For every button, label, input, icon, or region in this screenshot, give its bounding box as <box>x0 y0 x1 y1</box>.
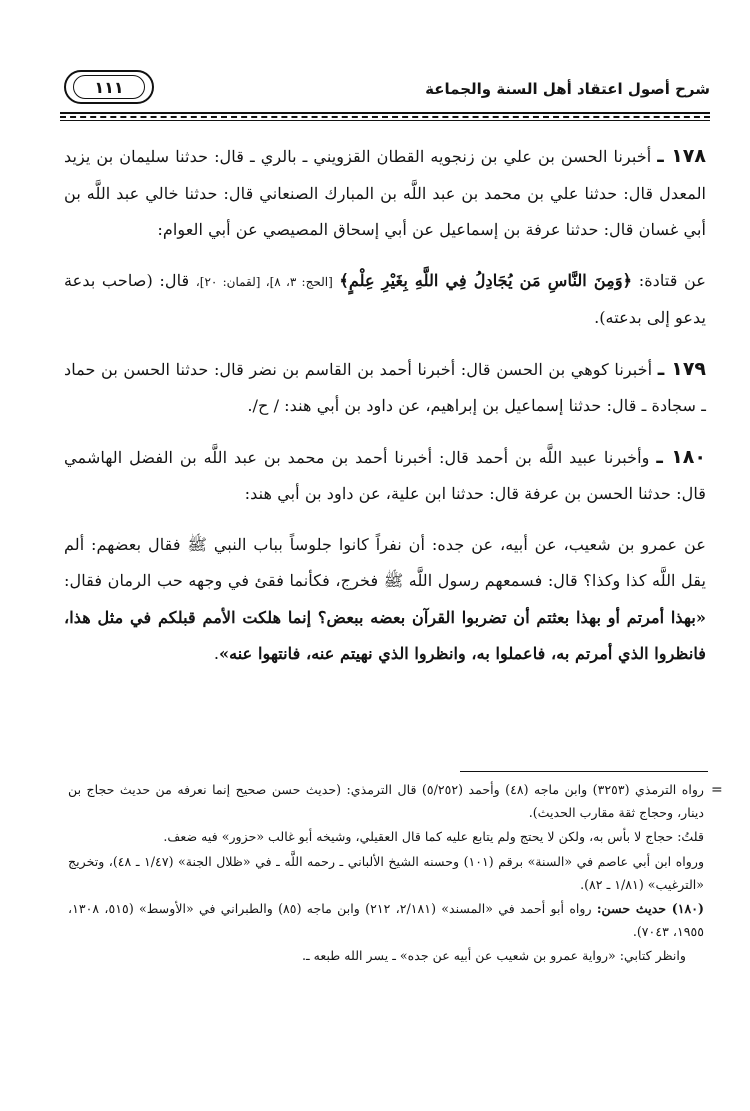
header-rule-thin <box>60 120 710 121</box>
footnote-text: ورواه ابن أبي عاصم في «السنة» برقم (١٠١) وحسنه الشيخ الألباني ـ رحمه اللَّه ـ في «ظلال الجنة» (١/٤٧ ـ ٤٨)، وتخريج «الترغيب» (١/٨١ ـ ٨٢). <box>68 853 705 892</box>
header-rule-dashed <box>60 116 710 118</box>
qatada-paragraph <box>64 263 706 337</box>
paragraph-179 <box>64 351 706 425</box>
footnote-text: وانظر كتابي: «رواية عمرو بن شعيب عن أبيه عن جده» ـ يسر الله طبعه ـ. <box>301 948 686 964</box>
footnote-label: (١٨٠) حديث حسن: <box>596 901 704 917</box>
paragraph-180 <box>64 439 706 513</box>
paragraph-text: وأخبرنا عبيد اللَّه بن أحمد قال: أخبرنا أحمد بن محمد بن عبد اللَّه بن الفضل الهاشمي قال: حدثنا الحسن بن عرفة قال: حدثنا ابن علية، عن داود بن أبي هند: <box>64 447 706 503</box>
paragraph-178 <box>64 138 706 249</box>
footnote-text: رواه الترمذي (٣٢٥٣) وابن ماجه (٤٨) وأحمد (٥/٢٥٢) قال الترمذي: (حديث حسن صحيح إنما نعرفه من حديث حجاج بن دينار، وحجاج ثقة مقارب الحديث). <box>68 782 704 821</box>
footnote-text: قلتُ: حجاج لا بأس به، ولكن لا يحتج ولم يتابع عليه كما قال العقيلي، وشيخه أبو غالب «حزور» فيه ضعف. <box>163 829 704 845</box>
qatada-saying: قال: (صاحب بدعة يدعو إلى بدعته). <box>64 270 706 327</box>
footnote-180 <box>68 897 704 943</box>
quran-verse: ﴿وَمِنَ النَّاسِ مَن يُجَادِلُ فِي اللَّهِ بِغَيْرِ عِلْمٍ﴾ <box>339 270 633 290</box>
prophetic-saying: «بهذا أمرتم أو بهذا بعثتم أن تضربوا القرآن بعضه ببعض؟ إنما هلكت الأمم قبلكم في مثل هذا، فانظروا الذي أمرتم به، فاعملوا به، وانظروا الذي نهيتم عنه، فانتهوا عنه» <box>64 607 706 663</box>
paragraph-text: أخبرنا كوهي بن الحسن قال: أخبرنا أحمد بن القاسم بن نضر قال: حدثنا الحسن بن حماد ـ سجادة ـ قال: حدثنا إسماعيل بن إبراهيم، عن داود بن أبي هند: / ح/. <box>64 359 706 415</box>
hadith-narration: عن عمرو بن شعيب، عن أبيه، عن جده: أن نفراً كانوا جلوساً بباب النبي ﷺ فقال بعضهم: ألم يقل اللَّه كذا وكذا؟ قال: فسمعهم رسول اللَّه ﷺ فخرج، فكأنما فقئ في وجهه حب الرمان فقال: <box>64 534 706 590</box>
hadith-number: ١٧٨ ـ <box>657 145 706 167</box>
hadith-end: . <box>213 644 219 663</box>
main-text <box>64 138 706 673</box>
header-rule <box>60 112 710 114</box>
running-title: شرح أصول اعتقاد أهل السنة والجماعة <box>425 80 710 98</box>
qatada-intro: عن قتادة: <box>638 270 706 290</box>
hadith-number: ١٧٩ ـ <box>657 357 707 380</box>
footnote-text: رواه أبو أحمد في «المسند» (٢/١٨١، ٢١٢) وابن ماجه (٨٥) والطبراني في «الأوسط» (٥١٥، ١٣٠٨، ١٩٥٥، ٧٠٤٣). <box>68 901 704 940</box>
page-number: ١١١ <box>73 75 145 99</box>
footnotes <box>68 778 704 969</box>
page-header <box>60 66 710 112</box>
page-number-badge <box>64 70 154 104</box>
footnote-continuation-marker: = <box>711 782 723 798</box>
hadith-text <box>64 527 706 673</box>
paragraph-text: أخبرنا الحسن بن علي بن زنجويه القطان القزويني ـ بالري ـ قال: حدثنا سليمان بن يزيد المعدل قال: حدثنا علي بن محمد بن عبد اللَّه بن المبارك الصنعاني قال: حدثنا خالي عبد اللَّه بن أبي غسان قال: حدثنا عرفة بن إسماعيل عن أبي إسحاق المصيصي عن أبي العوام: <box>64 147 706 239</box>
verse-reference: [الحج: ٣، ٨]، [لقمان: ٢٠]، <box>195 274 333 289</box>
hadith-number: ١٨٠ ـ <box>656 445 706 468</box>
footnote-separator <box>460 771 708 772</box>
